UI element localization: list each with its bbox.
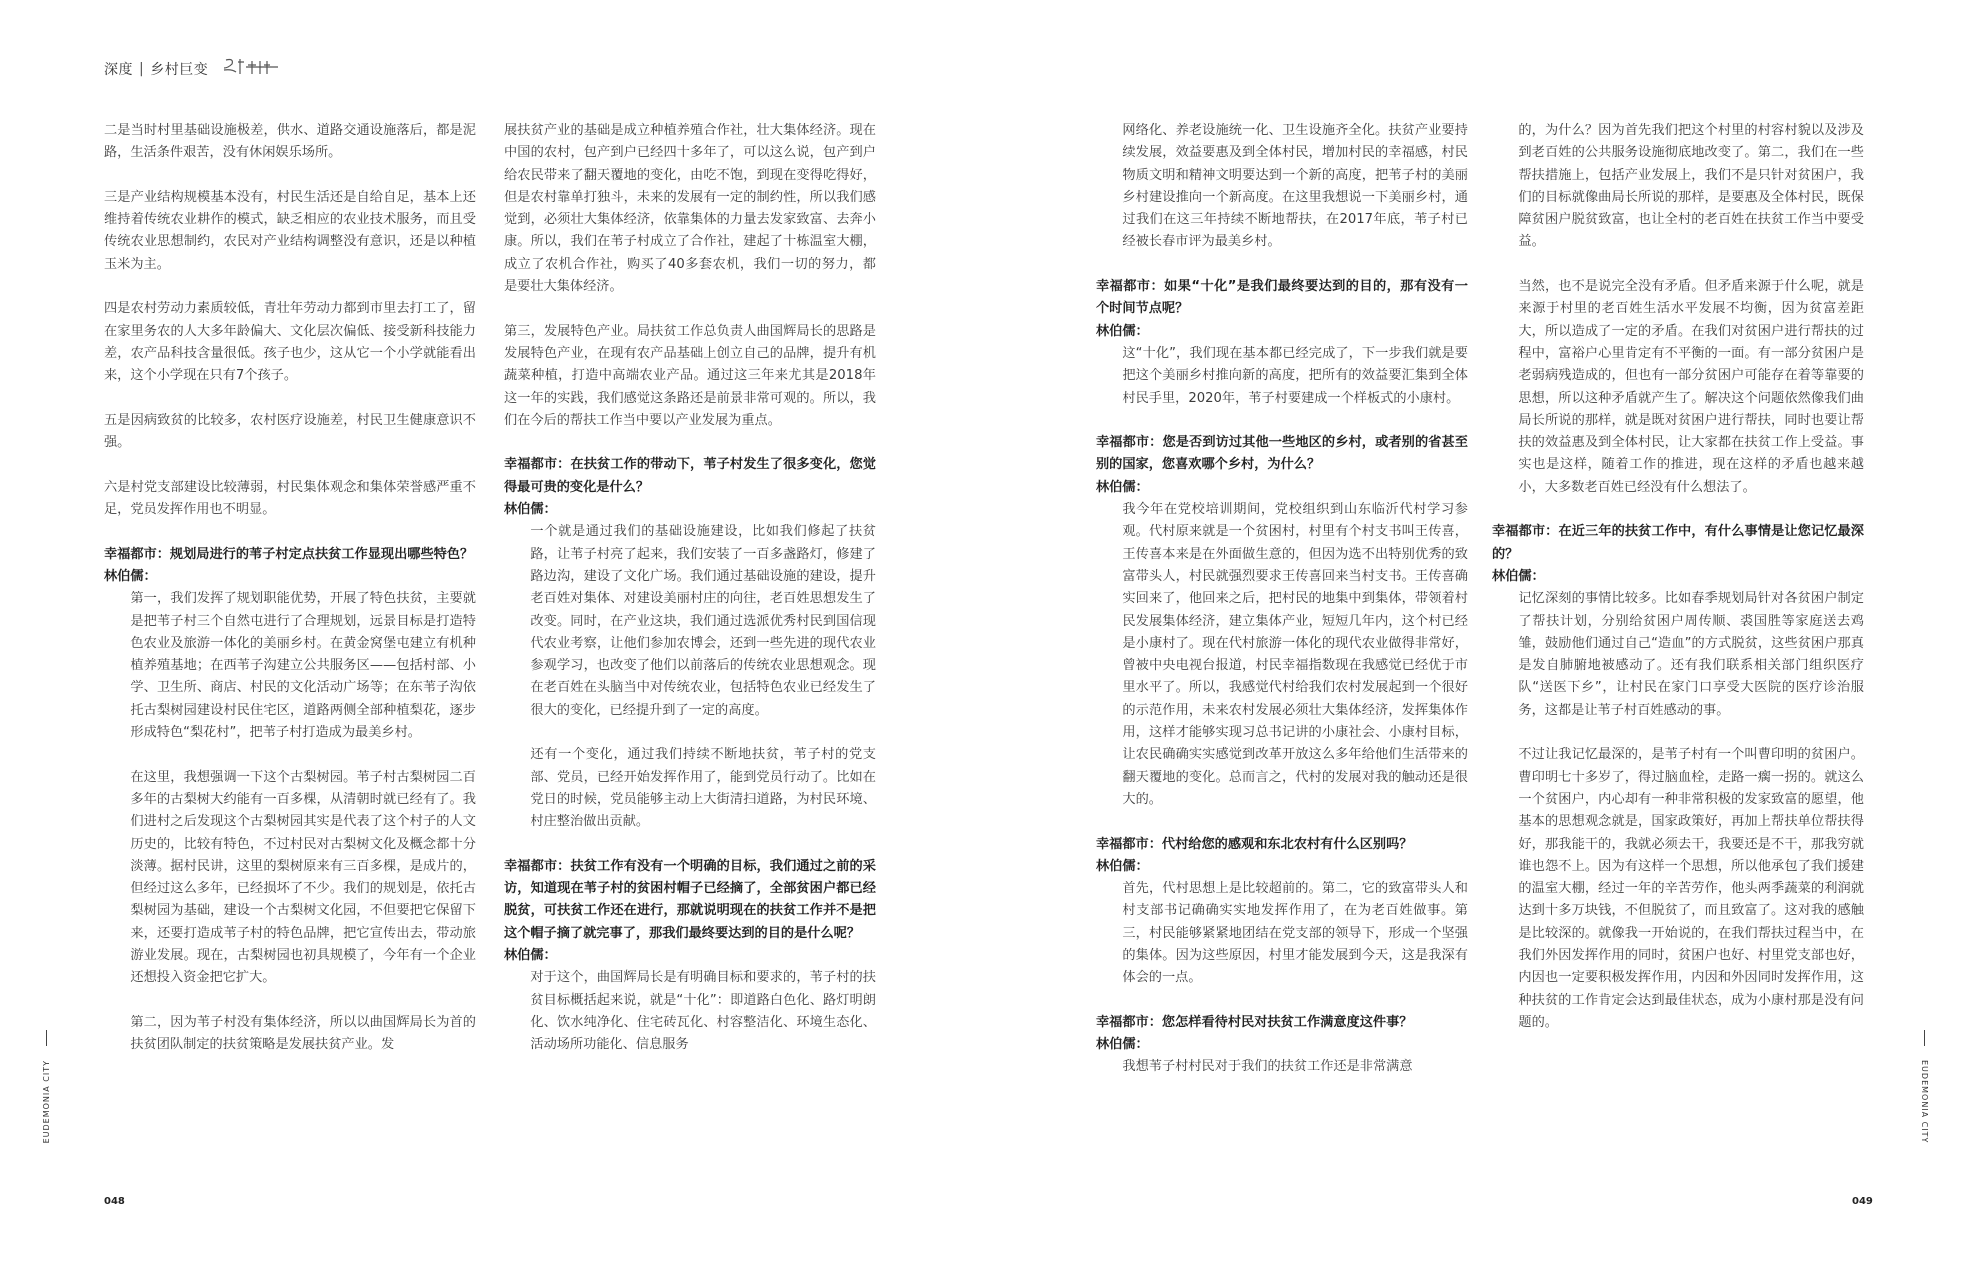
answer-paragraph: 还有一个变化，通过我们持续不断地扶贫，苇子村的党支部、党员，已经开始发挥作用了，能到党员行动了。比如在党日的时候，党员能够主动上大街清扫道路，为村民环境、村庄整治做出贡献。 bbox=[530, 747, 876, 830]
page-header bbox=[104, 56, 280, 82]
section-logo bbox=[220, 56, 280, 82]
interview-question: 幸福都市：您怎样看待村民对扶贫工作满意度这件事？ bbox=[1096, 1014, 1413, 1030]
article-column-3 bbox=[1096, 120, 1468, 1101]
speaker-label: 林伯儒： bbox=[1096, 479, 1149, 495]
section-label: 深度 bbox=[104, 62, 133, 78]
answer-paragraph: 我今年在党校培训期间，党校组织到山东临沂代村学习参观。代村原来就是一个贫困村，村里有个村支书叫王传喜，王传喜本来是在外面做生意的，但因为选不出特别优秀的致富带头人，村民就强烈要求王传喜回来当村支书。王传喜确实回来了，他回来之后，把村民的地集中到集体，带领着村民发展集体经济，建立集体产业，短短几年内，这个村已经是小康村了。现在代村旅游一体化的现代农业做得非常好，曾被中央电视台报道，村民幸福指数现在我感觉已经优于市里水平了。所以，我感觉代村给我们农村发展起到一个很好的示范作用，未来农村发展必须壮大集体经济，发挥集体作用，这样才能够实现习总书记讲的小康社会、小康村目标，让农民确确实实感觉到改革开放这么多年给他们生活带来的翻天覆地的变化。总而言之，代村的发展对我的触动还是很大的。 bbox=[1122, 502, 1468, 807]
interview-question: 幸福都市：您是否到访过其他一些地区的乡村，或者别的省甚至别的国家，您喜欢哪个乡村，为什么？ bbox=[1096, 435, 1468, 473]
side-brand-label: EUDEMONIA CITY bbox=[42, 1060, 51, 1144]
answer-paragraph: 当然，也不是说完全没有矛盾。但矛盾来源于什么呢，就是来源于村里的老百姓生活水平发展不均衡，因为贫富差距大，所以造成了一定的矛盾。在我们对贫困户进行帮扶的过程中，富裕户心里肯定有不平衡的一面。有一部分贫困户是老弱病残造成的，但也有一部分贫困户可能存在着等靠要的思想，所以这种矛盾就产生了。解决这个问题依然像我们曲局长所说的那样，就是既对贫困户进行帮扶，同时也要让帮扶的效益惠及到全体村民，让大家都在扶贫工作上受益。事实也是这样，随着工作的推进，现在这样的矛盾也越来越小，大多数老百姓已经没有什么想法了。 bbox=[1518, 279, 1864, 495]
answer-paragraph: 记忆深刻的事情比较多。比如春季规划局针对各贫困户制定了帮扶计划，分别给贫困户周传顺、裘国胜等家庭送去鸡雏，鼓励他们通过自己“造血”的方式脱贫，这些贫困户那真是发自肺腑地被感动了。还有我们联系相关部门组织医疗队“送医下乡”，让村民在家门口享受大医院的医疗诊治服务，这都是让苇子村百姓感动的事。 bbox=[1518, 591, 1864, 718]
interview-question: 幸福都市：在扶贫工作的带动下，苇子村发生了很多变化，您觉得最可贵的变化是什么？ bbox=[504, 457, 876, 495]
speaker-label: 林伯儒： bbox=[1096, 1037, 1149, 1053]
answer-paragraph: 这“十化”，我们现在基本都已经完成了，下一步我们就是要把这个美丽乡村推向新的高度，把所有的效益要汇集到全体村民手里，2020年，苇子村要建成一个样板式的小康村。 bbox=[1122, 345, 1468, 406]
answer-paragraph: 不过让我记忆最深的，是苇子村有一个叫曹印明的贫困户。曹印明七十多岁了，得过脑血栓，走路一瘸一拐的。就这么一个贫困户，内心却有一种非常积极的发家致富的愿望，他基本的思想观念就是，国家政策好，再加上帮扶单位帮扶得好，那我能干的，我就必须去干，我要还是不干，那我穷就谁也怨不上。因为有这样一个思想，所以他承包了我们援建的温室大棚，经过一年的辛苦劳作，他头两季蔬菜的利润就达到十多万块钱，不但脱贫了，而且致富了。这对我的感触是比较深的。就像我一开始说的，在我们帮扶过程当中，在我们外因发挥作用的同时，贫困户也好、村里党支部也好，内因也一定要积极发挥作用，内因和外因同时发挥作用，这种扶贫的工作肯定会达到最佳状态，成为小康村那是没有问题的。 bbox=[1518, 747, 1864, 1030]
speaker-label: 林伯儒： bbox=[104, 568, 157, 584]
header-separator: | bbox=[139, 61, 145, 77]
rural-logo-icon bbox=[220, 56, 280, 78]
page-number-left: 048 bbox=[104, 1196, 125, 1207]
answer-paragraph: 网络化、养老设施统一化、卫生设施齐全化。扶贫产业要持续发展，效益要惠及到全体村民，增加村民的幸福感，村民物质文明和精神文明要达到一个新的高度，把苇子村的美丽乡村建设推向一个新高度。在这里我想说一下美丽乡村，通过我们在这三年持续不断地帮扶，在2017年底，苇子村已经被长春市评为最美乡村。 bbox=[1122, 123, 1468, 250]
side-brand-label: EUDEMONIA CITY bbox=[1920, 1060, 1929, 1144]
body-paragraph: 第三，发展特色产业。局扶贫工作总负责人曲国辉局长的思路是发展特色产业，在现有农产品基础上创立自己的品牌，提升有机蔬菜种植，打造中高端农业产品。通过这三年来尤其是2018年这一年的实践，我们感觉这条路还是前景非常可观的。所以，我们在今后的帮扶工作当中要以产业发展为重点。 bbox=[504, 323, 876, 428]
answer-paragraph: 首先，代村思想上是比较超前的。第二，它的致富带头人和村支部书记确确实实地发挥作用了，在为老百姓做事。第三，村民能够紧紧地团结在党支部的领导下，形成一个坚强的集体。因为这些原因，村里才能发展到今天，这是我深有体会的一点。 bbox=[1122, 881, 1468, 986]
speaker-label: 林伯儒： bbox=[504, 947, 557, 963]
body-paragraph: 展扶贫产业的基础是成立种植养殖合作社，壮大集体经济。现在中国的农村，包产到户已经四十多年了，可以这么说，包产到户给农民带来了翻天覆地的变化，由吃不饱，到现在变得吃得好，但是农村靠单打独斗，未来的发展有一定的制约性，所以我们感觉到，必须壮大集体经济，依靠集体的力量去发家致富、去奔小康。所以，我们在苇子村成立了合作社，建起了十栋温室大棚，成立了农机合作社，购买了40多套农机，我们一切的努力，都是要壮大集体经济。 bbox=[504, 123, 876, 295]
interview-question: 幸福都市：在近三年的扶贫工作中，有什么事情是让您记忆最深的？ bbox=[1492, 524, 1864, 562]
side-tick bbox=[46, 1030, 47, 1046]
interview-question: 幸福都市：扶贫工作有没有一个明确的目标，我们通过之前的采访，知道现在苇子村的贫困村帽子已经摘了，全部贫困户都已经脱贫，可扶贫工作还在进行，那就说明现在的扶贫工作并不是把这个帽子摘了就完事了，那我们最终要达到的目的是什么呢？ bbox=[504, 858, 876, 941]
body-paragraph: 三是产业结构规模基本没有，村民生活还是自给自足，基本上还维持着传统农业耕作的模式，缺乏相应的农业技术服务，而且受传统农业思想制约，农民对产业结构调整没有意识，还是以种植玉米为主。 bbox=[104, 189, 476, 272]
speaker-label: 林伯儒： bbox=[1096, 858, 1149, 874]
answer-paragraph: 我想苇子村村民对于我们的扶贫工作还是非常满意 bbox=[1122, 1059, 1413, 1075]
interview-question: 幸福都市：如果“十化”是我们最终要达到的目的，那有没有一个时间节点呢？ bbox=[1096, 279, 1468, 317]
article-column-1 bbox=[104, 120, 476, 1079]
interview-question: 幸福都市：规划局进行的苇子村定点扶贫工作显现出哪些特色？ bbox=[104, 546, 474, 562]
article-column-2 bbox=[504, 120, 876, 1079]
speaker-label: 林伯儒： bbox=[504, 502, 557, 518]
answer-paragraph: 一个就是通过我们的基础设施建设，比如我们修起了扶贫路，让苇子村亮了起来，我们安装了一百多盏路灯，修建了路边沟，建设了文化广场。我们通过基础设施的建设，提升老百姓对集体、对建设美丽村庄的向往，老百姓思想发生了改变。同时，在产业这块，我们通过选派优秀村民到国信现代农业考察，让他们参加农博会，还到一些先进的现代农业参观学习，也改变了他们以前落后的传统农业思想观念。现在老百姓在头脑当中对传统农业，包括特色农业已经发生了很大的变化，已经提升到了一定的高度。 bbox=[530, 524, 876, 718]
answer-paragraph: 第二，因为苇子村没有集体经济，所以以曲国辉局长为首的扶贫团队制定的扶贫策略是发展扶贫产业。发 bbox=[130, 1014, 476, 1053]
body-paragraph: 四是农村劳动力素质较低，青壮年劳动力都到市里去打工了，留在家里务农的人大多年龄偏大、文化层次偏低、接受新科技能力差，农产品科技含量很低。孩子也少，这从它一个小学就能看出来，这个小学现在只有7个孩子。 bbox=[104, 301, 476, 384]
speaker-label: 林伯儒： bbox=[1096, 323, 1149, 339]
answer-paragraph: 的，为什么？因为首先我们把这个村里的村容村貌以及涉及到老百姓的公共服务设施彻底地改变了。第二，我们在一些帮扶措施上，包括产业发展上，我们不是只针对贫困户，我们的目标就像曲局长所说的那样，是要惠及全体村民，既保障贫困户脱贫致富，也让全村的老百姓在扶贫工作当中要受益。 bbox=[1518, 123, 1864, 250]
body-paragraph: 二是当时村里基础设施极差，供水、道路交通设施落后，都是泥路，生活条件艰苦，没有休闲娱乐场所。 bbox=[104, 123, 476, 161]
answer-paragraph: 对于这个，曲国辉局长是有明确目标和要求的，苇子村的扶贫目标概括起来说，就是“十化”：即道路白色化、路灯明朗化、饮水纯净化、住宅砖瓦化、村容整洁化、环境生态化、活动场所功能化、信息服务 bbox=[530, 970, 876, 1053]
article-column-4 bbox=[1492, 120, 1864, 1056]
page-number-right: 049 bbox=[1852, 1196, 1873, 1207]
speaker-label: 林伯儒： bbox=[1492, 568, 1545, 584]
answer-paragraph: 在这里，我想强调一下这个古梨树园。苇子村古梨树园二百多年的古梨树大约能有一百多棵，从清朝时就已经有了。我们进村之后发现这个古梨树园其实是代表了这个村子的人文历史的，比较有特色，不过村民对古梨树文化及概念都十分淡薄。据村民讲，这里的梨树原来有三百多棵，是成片的，但经过这么多年，已经损坏了不少。我们的规划是，依托古梨树园为基础，建设一个古梨树文化园，不但要把它保留下来，还要打造成苇子村的特色品牌，把它宣传出去，带动旅游业发展。现在，古梨树园也初具规模了，今年有一个企业还想投入资金把它扩大。 bbox=[130, 769, 476, 986]
side-tick bbox=[1924, 1030, 1925, 1046]
body-paragraph: 五是因病致贫的比较多，农村医疗设施差，村民卫生健康意识不强。 bbox=[104, 412, 476, 451]
category-label: 乡村巨变 bbox=[150, 62, 209, 78]
answer-paragraph: 第一，我们发挥了规划职能优势，开展了特色扶贫，主要就是把苇子村三个自然屯进行了合理规划，远景目标是打造特色农业及旅游一体化的美丽乡村。在黄金窝堡屯建立有机种植养殖基地；在西苇子沟建立公共服务区——包括村部、小学、卫生所、商店、村民的文化活动广场等；在东苇子沟依托古梨树园建设村民住宅区，道路两侧全部种植梨花，逐步形成特色“梨花村”，把苇子村打造成为最美乡村。 bbox=[130, 591, 476, 741]
body-paragraph: 六是村党支部建设比较薄弱，村民集体观念和集体荣誉感严重不足，党员发挥作用也不明显。 bbox=[104, 479, 476, 518]
interview-question: 幸福都市：代村给您的感观和东北农村有什么区别吗？ bbox=[1096, 836, 1413, 852]
